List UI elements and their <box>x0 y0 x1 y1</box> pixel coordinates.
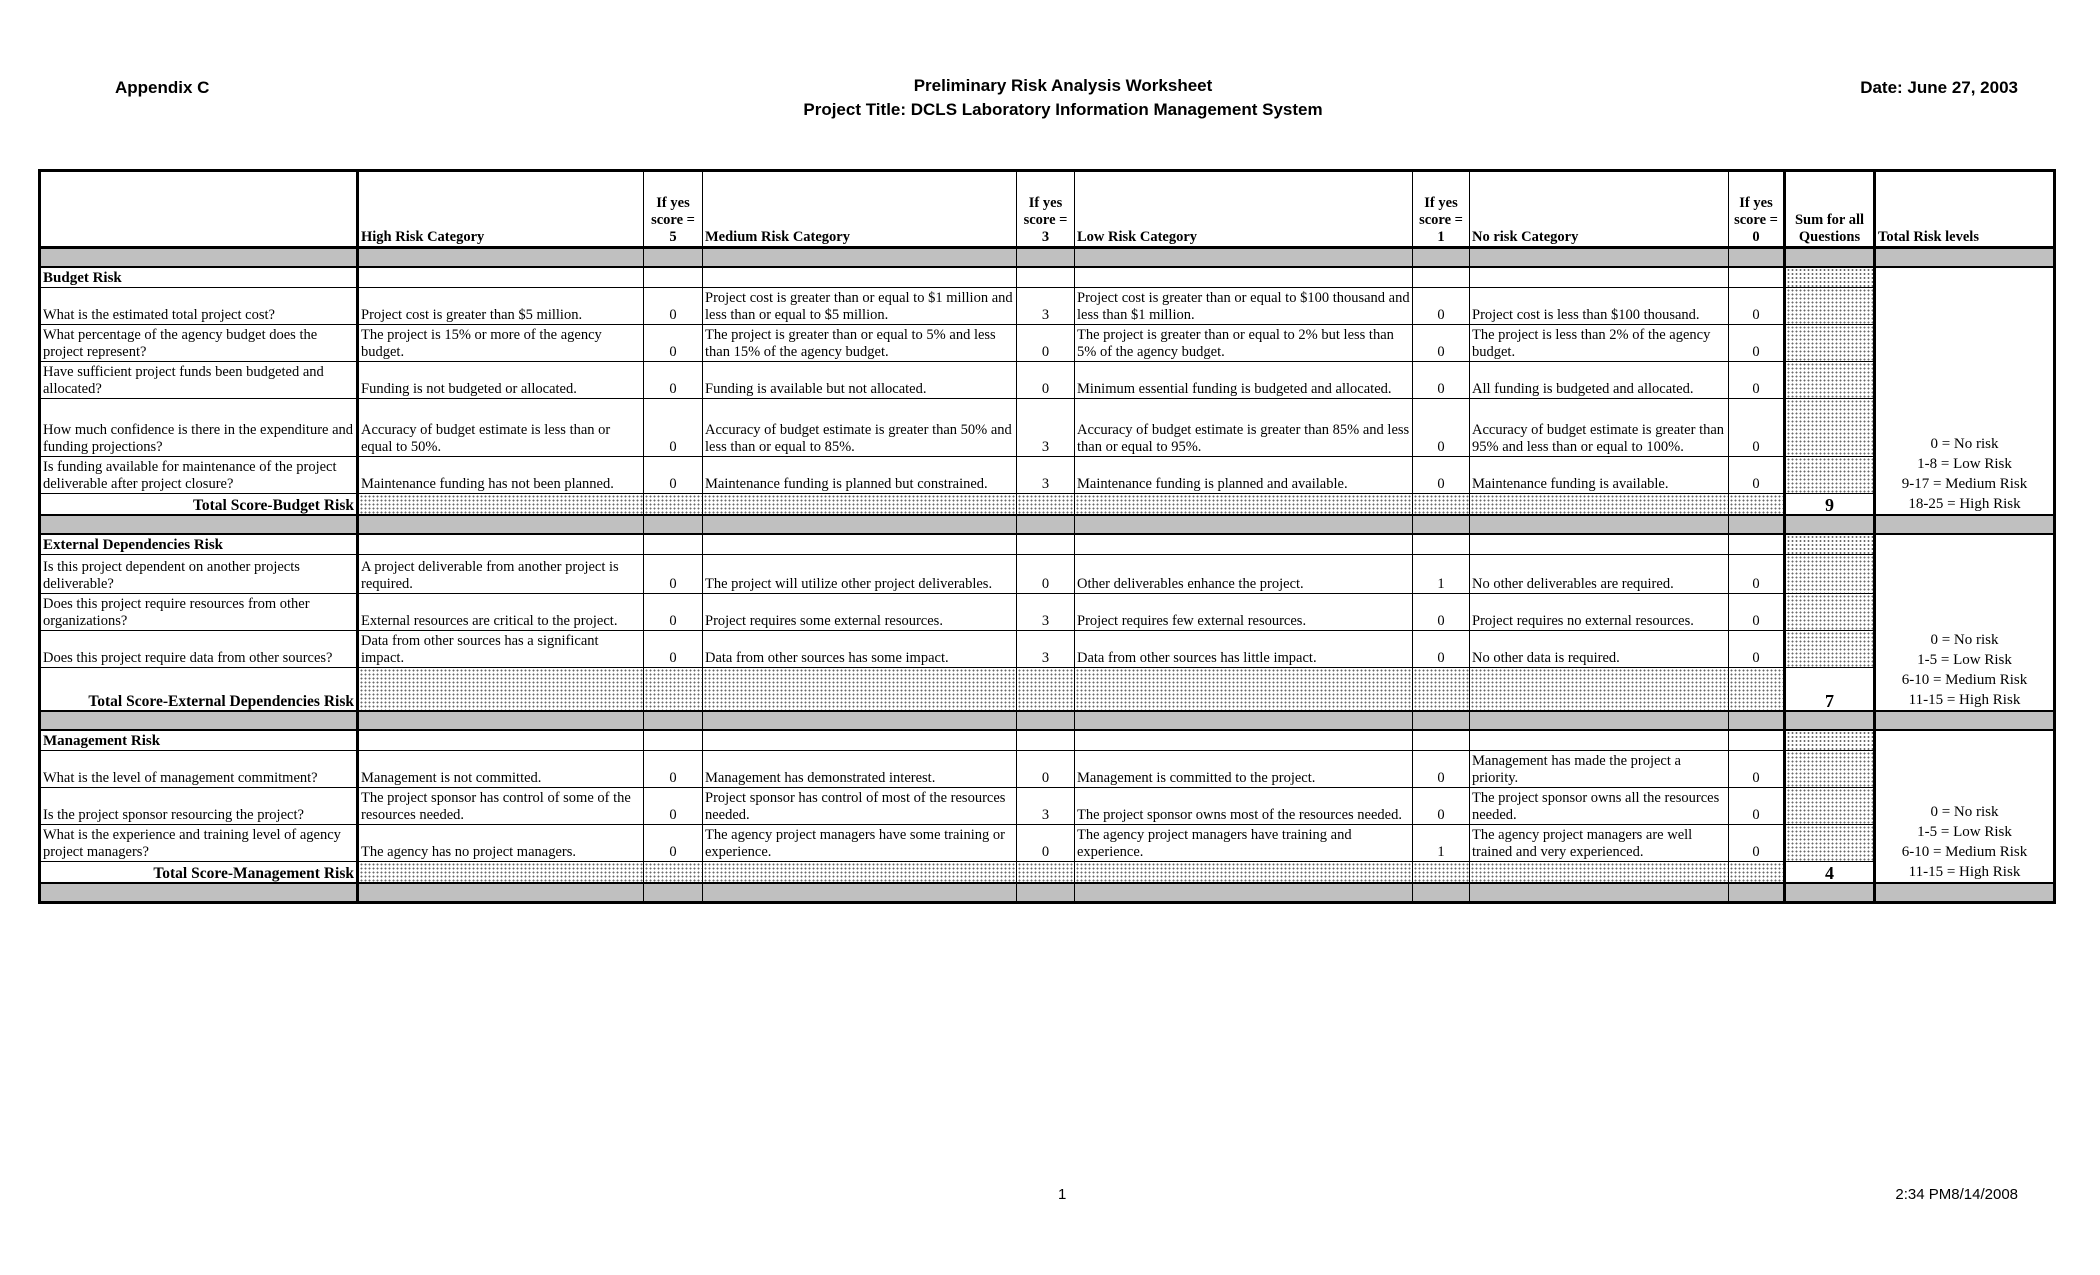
separator-cell <box>1075 711 1413 730</box>
empty-cell <box>1017 730 1075 751</box>
header-score-1-line3: 1 <box>1437 229 1445 245</box>
no-risk-cell: Project cost is less than $100 thousand. <box>1470 288 1729 325</box>
no-risk-cell: No other data is required. <box>1470 631 1729 668</box>
medium-risk-cell: The project will utilize other project deliverables. <box>703 555 1017 594</box>
section-header-row <box>40 267 2055 288</box>
question-cell: Is the project sponsor resourcing the project? <box>40 788 358 825</box>
empty-cell <box>1470 267 1729 288</box>
high-risk-cell: Project cost is greater than $5 million. <box>358 288 644 325</box>
separator-cell <box>1729 883 1785 903</box>
separator-cell <box>644 883 703 903</box>
separator-cell <box>1075 248 1413 268</box>
question-cell: What is the estimated total project cost? <box>40 288 358 325</box>
separator-cell <box>1413 515 1470 534</box>
high-risk-cell: Accuracy of budget estimate is less than or equal to 50%. <box>358 399 644 457</box>
total-dotted-cell <box>644 494 703 516</box>
header-score-0-line3: 0 <box>1752 229 1760 245</box>
sum-cell-blank <box>1785 267 1875 288</box>
separator-cell <box>1875 515 2055 534</box>
score-0-cell: 0 <box>1729 325 1785 362</box>
low-risk-cell: Maintenance funding is planned and available. <box>1075 457 1413 494</box>
no-risk-cell: The project is less than 2% of the agency budget. <box>1470 325 1729 362</box>
total-dotted-cell <box>1017 668 1075 712</box>
separator-cell <box>40 515 358 534</box>
low-risk-cell: Minimum essential funding is budgeted and allocated. <box>1075 362 1413 399</box>
question-row <box>40 399 2055 457</box>
separator-cell <box>703 883 1017 903</box>
low-risk-cell: Other deliverables enhance the project. <box>1075 555 1413 594</box>
header-row <box>40 171 2055 248</box>
section-header-row <box>40 534 2055 555</box>
score-3-cell: 0 <box>1017 325 1075 362</box>
empty-cell <box>1729 267 1785 288</box>
separator-cell <box>703 711 1017 730</box>
score-3-cell: 3 <box>1017 594 1075 631</box>
separator-row <box>40 515 2055 534</box>
separator-cell <box>1785 711 1875 730</box>
total-dotted-cell <box>1075 494 1413 516</box>
score-0-cell: 0 <box>1729 555 1785 594</box>
separator-cell <box>1413 711 1470 730</box>
score-1-cell: 0 <box>1413 399 1470 457</box>
score-1-cell: 0 <box>1413 594 1470 631</box>
total-dotted-cell <box>1075 668 1413 712</box>
sum-cell-blank <box>1785 631 1875 668</box>
total-score-label: Total Score-External Dependencies Risk <box>40 668 358 712</box>
separator-row <box>40 883 2055 903</box>
separator-cell <box>40 883 358 903</box>
empty-cell <box>1413 267 1470 288</box>
empty-cell <box>1075 267 1413 288</box>
sum-cell-blank <box>1785 730 1875 751</box>
low-risk-cell: The agency project managers have training and experience. <box>1075 825 1413 862</box>
score-3-cell: 0 <box>1017 825 1075 862</box>
sum-cell-blank <box>1785 594 1875 631</box>
score-3-cell: 0 <box>1017 555 1075 594</box>
risk-level-line: 1-5 = Low Risk <box>1917 824 2012 840</box>
separator-cell <box>644 515 703 534</box>
section-title: External Dependencies Risk <box>40 534 358 555</box>
total-dotted-cell <box>1413 862 1470 884</box>
total-row <box>40 862 2055 884</box>
empty-cell <box>1017 534 1075 555</box>
medium-risk-cell: Management has demonstrated interest. <box>703 751 1017 788</box>
separator-cell <box>1729 515 1785 534</box>
sum-cell-blank <box>1785 555 1875 594</box>
section-title: Management Risk <box>40 730 358 751</box>
question-row <box>40 751 2055 788</box>
empty-cell <box>703 267 1017 288</box>
score-1-cell: 1 <box>1413 825 1470 862</box>
medium-risk-cell: Project cost is greater than or equal to $1 million and less than or equal to $5 million. <box>703 288 1017 325</box>
print-timestamp: 2:34 PM8/14/2008 <box>1895 1186 2018 1203</box>
medium-risk-cell: Funding is available but not allocated. <box>703 362 1017 399</box>
sum-cell-blank <box>1785 288 1875 325</box>
empty-cell <box>358 267 644 288</box>
separator-cell <box>1075 515 1413 534</box>
low-risk-cell: Data from other sources has little impact. <box>1075 631 1413 668</box>
risk-level-line: 0 = No risk <box>1930 804 1999 820</box>
header-score-1-line1: If yes <box>1424 195 1458 211</box>
high-risk-cell: The project sponsor has control of some of the resources needed. <box>358 788 644 825</box>
question-cell: What is the experience and training level of agency project managers? <box>40 825 358 862</box>
separator-cell <box>1785 248 1875 268</box>
risk-level-line: 11-15 = High Risk <box>1908 864 2021 880</box>
risk-level-line: 6-10 = Medium Risk <box>1901 672 2028 688</box>
question-cell: Is this project dependent on another projects deliverable? <box>40 555 358 594</box>
score-3-cell: 0 <box>1017 751 1075 788</box>
score-3-cell: 3 <box>1017 788 1075 825</box>
score-3-cell: 3 <box>1017 457 1075 494</box>
score-1-cell: 0 <box>1413 288 1470 325</box>
no-risk-cell: Maintenance funding is available. <box>1470 457 1729 494</box>
total-dotted-cell <box>1017 862 1075 884</box>
risk-level-line: 11-15 = High Risk <box>1908 692 2021 708</box>
empty-cell <box>1075 534 1413 555</box>
question-row <box>40 362 2055 399</box>
separator-cell <box>358 248 644 268</box>
low-risk-cell: Accuracy of budget estimate is greater than 85% and less than or equal to 95%. <box>1075 399 1413 457</box>
separator-cell <box>358 711 644 730</box>
question-cell: Have sufficient project funds been budgeted and allocated? <box>40 362 358 399</box>
empty-cell <box>1413 730 1470 751</box>
header-sum <box>1785 171 1875 248</box>
score-1-cell: 1 <box>1413 555 1470 594</box>
sum-cell-blank <box>1785 751 1875 788</box>
medium-risk-cell: Data from other sources has some impact. <box>703 631 1017 668</box>
total-dotted-cell <box>1470 668 1729 712</box>
separator-cell <box>703 515 1017 534</box>
score-0-cell: 0 <box>1729 631 1785 668</box>
score-0-cell: 0 <box>1729 288 1785 325</box>
score-1-cell: 0 <box>1413 788 1470 825</box>
separator-cell <box>1413 248 1470 268</box>
separator-cell <box>40 711 358 730</box>
empty-cell <box>703 730 1017 751</box>
total-score-label: Total Score-Management Risk <box>40 862 358 884</box>
score-3-cell: 3 <box>1017 288 1075 325</box>
score-0-cell: 0 <box>1729 399 1785 457</box>
header-score-5-line1: If yes <box>656 195 690 211</box>
separator-cell <box>1017 883 1075 903</box>
score-3-cell: 0 <box>1017 362 1075 399</box>
score-5-cell: 0 <box>644 751 703 788</box>
sum-cell-blank <box>1785 399 1875 457</box>
total-dotted-cell <box>1413 494 1470 516</box>
low-risk-cell: Project requires few external resources. <box>1075 594 1413 631</box>
total-score-value: 7 <box>1785 668 1875 712</box>
high-risk-cell: The project is 15% or more of the agency budget. <box>358 325 644 362</box>
total-dotted-cell <box>358 494 644 516</box>
empty-cell <box>644 730 703 751</box>
separator-cell <box>644 248 703 268</box>
high-risk-cell: Data from other sources has a significant impact. <box>358 631 644 668</box>
score-5-cell: 0 <box>644 825 703 862</box>
header-score-1 <box>1413 171 1470 248</box>
separator-cell <box>1729 248 1785 268</box>
question-row <box>40 631 2055 668</box>
score-3-cell: 3 <box>1017 399 1075 457</box>
separator-cell <box>1785 515 1875 534</box>
separator-cell <box>1470 883 1729 903</box>
low-risk-cell: Project cost is greater than or equal to $100 thousand and less than $1 million. <box>1075 288 1413 325</box>
header-score-5 <box>644 171 703 248</box>
risk-levels-legend <box>1875 534 2055 711</box>
question-row <box>40 825 2055 862</box>
separator-cell <box>1470 515 1729 534</box>
header-score-0-line1: If yes <box>1739 195 1773 211</box>
header-high-risk: High Risk Category <box>358 171 644 248</box>
empty-cell <box>1017 267 1075 288</box>
sum-cell-blank <box>1785 825 1875 862</box>
total-dotted-cell <box>1075 862 1413 884</box>
header-score-1-line2: score = <box>1419 212 1463 228</box>
total-dotted-cell <box>644 668 703 712</box>
sum-cell-blank <box>1785 534 1875 555</box>
high-risk-cell: Funding is not budgeted or allocated. <box>358 362 644 399</box>
total-dotted-cell <box>1470 494 1729 516</box>
empty-cell <box>358 534 644 555</box>
no-risk-cell: Management has made the project a priority. <box>1470 751 1729 788</box>
risk-levels-legend <box>1875 267 2055 515</box>
high-risk-cell: A project deliverable from another project is required. <box>358 555 644 594</box>
medium-risk-cell: Accuracy of budget estimate is greater than 50% and less than or equal to 85%. <box>703 399 1017 457</box>
score-5-cell: 0 <box>644 288 703 325</box>
header-score-5-line2: score = <box>651 212 695 228</box>
sum-cell-blank <box>1785 457 1875 494</box>
total-dotted-cell <box>358 862 644 884</box>
page-number: 1 <box>1058 1186 1067 1203</box>
separator-cell <box>703 248 1017 268</box>
total-dotted-cell <box>1413 668 1470 712</box>
separator-cell <box>358 515 644 534</box>
score-5-cell: 0 <box>644 457 703 494</box>
separator-cell <box>644 711 703 730</box>
section-header-row <box>40 730 2055 751</box>
question-cell: Does this project require resources from other organizations? <box>40 594 358 631</box>
high-risk-cell: The agency has no project managers. <box>358 825 644 862</box>
question-row <box>40 457 2055 494</box>
score-0-cell: 0 <box>1729 457 1785 494</box>
sum-cell-blank <box>1785 325 1875 362</box>
no-risk-cell: All funding is budgeted and allocated. <box>1470 362 1729 399</box>
score-1-cell: 0 <box>1413 457 1470 494</box>
risk-level-line: 18-25 = High Risk <box>1908 496 2021 512</box>
empty-cell <box>358 730 644 751</box>
risk-level-line: 0 = No risk <box>1930 436 1999 452</box>
appendix-label: Appendix C <box>115 78 210 97</box>
question-cell: Is funding available for maintenance of the project deliverable after project closure? <box>40 457 358 494</box>
empty-cell <box>1075 730 1413 751</box>
high-risk-cell: External resources are critical to the project. <box>358 594 644 631</box>
score-5-cell: 0 <box>644 788 703 825</box>
total-dotted-cell <box>703 862 1017 884</box>
header-score-0-line2: score = <box>1734 212 1778 228</box>
medium-risk-cell: Project sponsor has control of most of the resources needed. <box>703 788 1017 825</box>
no-risk-cell: The project sponsor owns all the resources needed. <box>1470 788 1729 825</box>
worksheet-date: Date: June 27, 2003 <box>1860 78 2018 97</box>
section-title: Budget Risk <box>40 267 358 288</box>
separator-cell <box>1875 711 2055 730</box>
total-dotted-cell <box>1729 862 1785 884</box>
header-score-3-line1: If yes <box>1028 195 1063 211</box>
header-no-risk: No risk Category <box>1470 171 1729 248</box>
medium-risk-cell: Project requires some external resources. <box>703 594 1017 631</box>
header-total-risk-levels: Total Risk levels <box>1875 171 2055 248</box>
empty-cell <box>1413 534 1470 555</box>
high-risk-cell: Maintenance funding has not been planned. <box>358 457 644 494</box>
risk-level-line: 9-17 = Medium Risk <box>1901 476 2028 492</box>
score-5-cell: 0 <box>644 631 703 668</box>
empty-cell <box>1729 534 1785 555</box>
total-dotted-cell <box>703 494 1017 516</box>
separator-cell <box>1470 248 1729 268</box>
sum-cell-blank <box>1785 788 1875 825</box>
score-0-cell: 0 <box>1729 594 1785 631</box>
header-score-3-line3: 3 <box>1041 229 1050 245</box>
separator-row <box>40 248 2055 268</box>
score-1-cell: 0 <box>1413 751 1470 788</box>
header-question-cell <box>40 171 358 248</box>
empty-cell <box>1470 534 1729 555</box>
no-risk-cell: Project requires no external resources. <box>1470 594 1729 631</box>
total-dotted-cell <box>703 668 1017 712</box>
score-1-cell: 0 <box>1413 325 1470 362</box>
low-risk-cell: The project is greater than or equal to 2% but less than 5% of the agency budget. <box>1075 325 1413 362</box>
low-risk-cell: The project sponsor owns most of the resources needed. <box>1075 788 1413 825</box>
low-risk-cell: Management is committed to the project. <box>1075 751 1413 788</box>
header-score-3 <box>1017 171 1075 248</box>
separator-cell <box>1017 711 1075 730</box>
score-0-cell: 0 <box>1729 751 1785 788</box>
question-cell: How much confidence is there in the expenditure and funding projections? <box>40 399 358 457</box>
header-sum-line1: Sum for all <box>1794 212 1865 228</box>
score-0-cell: 0 <box>1729 788 1785 825</box>
no-risk-cell: Accuracy of budget estimate is greater than 95% and less than or equal to 100%. <box>1470 399 1729 457</box>
score-1-cell: 0 <box>1413 631 1470 668</box>
separator-cell <box>1875 248 2055 268</box>
risk-level-line: 0 = No risk <box>1930 632 1999 648</box>
separator-cell <box>1470 711 1729 730</box>
total-dotted-cell <box>1017 494 1075 516</box>
score-5-cell: 0 <box>644 594 703 631</box>
total-dotted-cell <box>358 668 644 712</box>
medium-risk-cell: The project is greater than or equal to 5% and less than 15% of the agency budget. <box>703 325 1017 362</box>
header-medium-risk: Medium Risk Category <box>703 171 1017 248</box>
score-0-cell: 0 <box>1729 825 1785 862</box>
score-5-cell: 0 <box>644 555 703 594</box>
total-dotted-cell <box>1470 862 1729 884</box>
medium-risk-cell: Maintenance funding is planned but constrained. <box>703 457 1017 494</box>
medium-risk-cell: The agency project managers have some training or experience. <box>703 825 1017 862</box>
separator-cell <box>1017 515 1075 534</box>
total-dotted-cell <box>1729 494 1785 516</box>
score-5-cell: 0 <box>644 325 703 362</box>
empty-cell <box>1470 730 1729 751</box>
total-dotted-cell <box>644 862 703 884</box>
question-row <box>40 788 2055 825</box>
separator-row <box>40 711 2055 730</box>
separator-cell <box>1017 248 1075 268</box>
worksheet-title: Preliminary Risk Analysis Worksheet <box>913 76 1213 95</box>
separator-cell <box>358 883 644 903</box>
total-row <box>40 494 2055 516</box>
header-score-3-line2: score = <box>1023 212 1068 228</box>
question-cell: Does this project require data from other sources? <box>40 631 358 668</box>
no-risk-cell: No other deliverables are required. <box>1470 555 1729 594</box>
header-low-risk: Low Risk Category <box>1075 171 1413 248</box>
total-dotted-cell <box>1729 668 1785 712</box>
risk-level-line: 1-5 = Low Risk <box>1917 652 2012 668</box>
empty-cell <box>1729 730 1785 751</box>
separator-cell <box>1413 883 1470 903</box>
risk-level-line: 1-8 = Low Risk <box>1917 456 2012 472</box>
high-risk-cell: Management is not committed. <box>358 751 644 788</box>
separator-cell <box>1729 711 1785 730</box>
question-row <box>40 288 2055 325</box>
question-row <box>40 555 2055 594</box>
no-risk-cell: The agency project managers are well trained and very experienced. <box>1470 825 1729 862</box>
score-5-cell: 0 <box>644 362 703 399</box>
question-row <box>40 325 2055 362</box>
separator-cell <box>40 248 358 268</box>
risk-levels-legend <box>1875 730 2055 883</box>
question-cell: What percentage of the agency budget does the project represent? <box>40 325 358 362</box>
empty-cell <box>703 534 1017 555</box>
score-0-cell: 0 <box>1729 362 1785 399</box>
separator-cell <box>1785 883 1875 903</box>
total-row <box>40 668 2055 712</box>
question-cell: What is the level of management commitment? <box>40 751 358 788</box>
project-title: Project Title: DCLS Laboratory Information Management System <box>803 100 1323 119</box>
risk-worksheet-table <box>38 169 2056 904</box>
total-score-label: Total Score-Budget Risk <box>40 494 358 516</box>
header-score-5-line3: 5 <box>669 229 677 245</box>
score-5-cell: 0 <box>644 399 703 457</box>
sum-cell-blank <box>1785 362 1875 399</box>
total-score-value: 9 <box>1785 494 1875 516</box>
header-score-0 <box>1729 171 1785 248</box>
question-row <box>40 594 2055 631</box>
score-1-cell: 0 <box>1413 362 1470 399</box>
score-3-cell: 3 <box>1017 631 1075 668</box>
empty-cell <box>644 534 703 555</box>
header-sum-line2: Questions <box>1798 229 1861 245</box>
separator-cell <box>1075 883 1413 903</box>
separator-cell <box>1875 883 2055 903</box>
empty-cell <box>644 267 703 288</box>
risk-level-line: 6-10 = Medium Risk <box>1901 844 2028 860</box>
total-score-value: 4 <box>1785 862 1875 884</box>
